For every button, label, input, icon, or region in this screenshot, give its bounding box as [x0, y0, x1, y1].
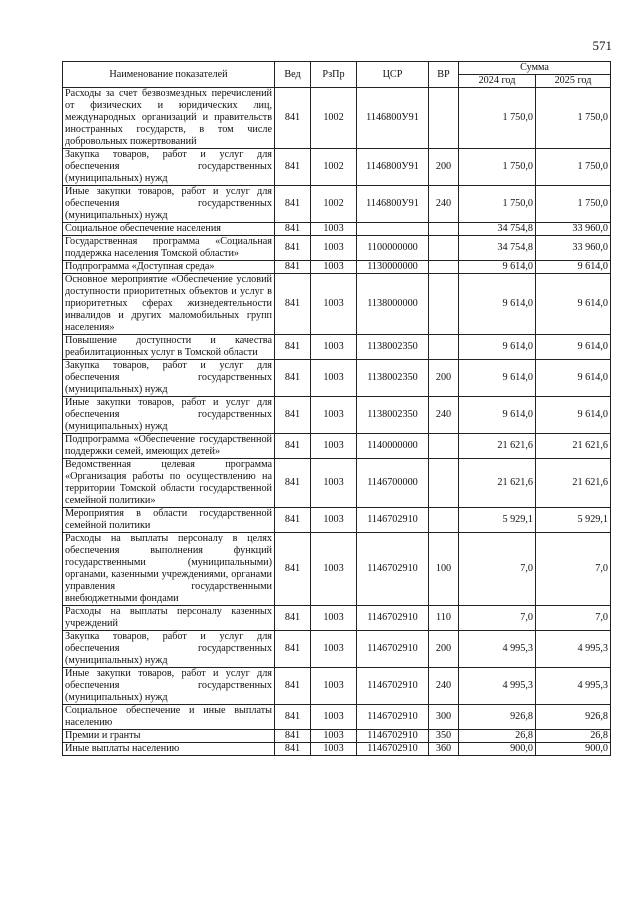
table-row — [63, 606, 611, 631]
cell-vr — [429, 434, 459, 459]
cell-rzpr: 1003 — [311, 223, 357, 236]
cell-vr — [429, 236, 459, 261]
cell-2024: 34 754,8 — [459, 236, 536, 261]
cell-ved: 841 — [275, 533, 311, 606]
cell-csr: 1130000000 — [357, 261, 429, 274]
cell-vr: 240 — [429, 186, 459, 223]
cell-rzpr: 1003 — [311, 397, 357, 434]
header-2024: 2024 год — [459, 75, 536, 88]
cell-2024: 4 995,3 — [459, 668, 536, 705]
cell-2024: 9 614,0 — [459, 274, 536, 335]
table-row — [63, 705, 611, 730]
table-row — [63, 631, 611, 668]
table-row — [63, 274, 611, 335]
table-row — [63, 397, 611, 434]
cell-csr: 1140000000 — [357, 434, 429, 459]
cell-2024: 900,0 — [459, 743, 536, 756]
cell-rzpr: 1003 — [311, 360, 357, 397]
cell-2024: 34 754,8 — [459, 223, 536, 236]
cell-csr: 1138002350 — [357, 360, 429, 397]
cell-vr — [429, 335, 459, 360]
cell-rzpr: 1003 — [311, 743, 357, 756]
cell-rzpr: 1003 — [311, 261, 357, 274]
cell-vr: 200 — [429, 631, 459, 668]
cell-2025: 7,0 — [536, 606, 611, 631]
cell-ved: 841 — [275, 508, 311, 533]
cell-name: Премии и гранты — [63, 730, 275, 743]
cell-csr: 1146702910 — [357, 668, 429, 705]
cell-rzpr: 1003 — [311, 459, 357, 508]
cell-name: Закупка товаров, работ и услуг для обеспечения государственных (муниципальных) нужд — [63, 631, 275, 668]
cell-ved: 841 — [275, 149, 311, 186]
table-row — [63, 335, 611, 360]
cell-ved: 841 — [275, 730, 311, 743]
cell-2024: 9 614,0 — [459, 261, 536, 274]
cell-csr: 1138002350 — [357, 397, 429, 434]
cell-rzpr: 1003 — [311, 631, 357, 668]
cell-csr: 1146702910 — [357, 631, 429, 668]
cell-csr: 1146800У91 — [357, 186, 429, 223]
header-vr: ВР — [429, 62, 459, 88]
cell-rzpr: 1003 — [311, 434, 357, 459]
table-row — [63, 533, 611, 606]
cell-vr — [429, 459, 459, 508]
cell-2024: 1 750,0 — [459, 88, 536, 149]
cell-ved: 841 — [275, 606, 311, 631]
cell-rzpr: 1003 — [311, 705, 357, 730]
cell-2025: 9 614,0 — [536, 335, 611, 360]
cell-2025: 1 750,0 — [536, 88, 611, 149]
table-row — [63, 434, 611, 459]
cell-csr: 1146702910 — [357, 705, 429, 730]
cell-rzpr: 1003 — [311, 236, 357, 261]
cell-csr: 1146702910 — [357, 533, 429, 606]
cell-ved: 841 — [275, 434, 311, 459]
page-number: 571 — [592, 38, 612, 53]
table-row — [63, 223, 611, 236]
cell-ved: 841 — [275, 705, 311, 730]
cell-csr: 1146702910 — [357, 508, 429, 533]
cell-vr: 240 — [429, 397, 459, 434]
cell-vr: 110 — [429, 606, 459, 631]
cell-ved: 841 — [275, 397, 311, 434]
cell-ved: 841 — [275, 261, 311, 274]
table-body — [63, 88, 611, 756]
cell-2025: 4 995,3 — [536, 631, 611, 668]
cell-ved: 841 — [275, 186, 311, 223]
cell-2024: 26,8 — [459, 730, 536, 743]
cell-2024: 4 995,3 — [459, 631, 536, 668]
cell-rzpr: 1002 — [311, 149, 357, 186]
cell-name: Основное мероприятие «Обеспечение условий доступности приоритетных объектов и услуг в приоритетных сферах жизнедеятельности инвалидов и других маломобильных групп населения» — [63, 274, 275, 335]
header-csr: ЦСР — [357, 62, 429, 88]
cell-name: Закупка товаров, работ и услуг для обеспечения государственных (муниципальных) нужд — [63, 360, 275, 397]
cell-rzpr: 1003 — [311, 668, 357, 705]
cell-name: Мероприятия в области государственной семейной политики — [63, 508, 275, 533]
cell-rzpr: 1003 — [311, 606, 357, 631]
cell-2025: 21 621,6 — [536, 434, 611, 459]
cell-2025: 9 614,0 — [536, 261, 611, 274]
cell-csr: 1138000000 — [357, 274, 429, 335]
cell-ved: 841 — [275, 743, 311, 756]
cell-2024: 1 750,0 — [459, 186, 536, 223]
cell-2024: 9 614,0 — [459, 360, 536, 397]
cell-2024: 21 621,6 — [459, 434, 536, 459]
table-row — [63, 261, 611, 274]
table-header — [63, 62, 611, 88]
cell-ved: 841 — [275, 88, 311, 149]
cell-2024: 7,0 — [459, 606, 536, 631]
cell-ved: 841 — [275, 274, 311, 335]
table-row — [63, 149, 611, 186]
cell-name: Иные закупки товаров, работ и услуг для обеспечения государственных (муниципальных) нужд — [63, 186, 275, 223]
cell-name: Иные закупки товаров, работ и услуг для обеспечения государственных (муниципальных) нужд — [63, 668, 275, 705]
cell-name: Иные выплаты населению — [63, 743, 275, 756]
cell-vr: 360 — [429, 743, 459, 756]
cell-name: Социальное обеспечение и иные выплаты населению — [63, 705, 275, 730]
cell-vr: 200 — [429, 149, 459, 186]
cell-vr: 240 — [429, 668, 459, 705]
cell-ved: 841 — [275, 223, 311, 236]
header-name: Наименование показателей — [63, 62, 275, 88]
cell-2024: 21 621,6 — [459, 459, 536, 508]
cell-name: Расходы за счет безвозмездных перечислений от физических и юридических лиц, международных организаций и правительств иностранных государств, в том числе добровольных пожертвований — [63, 88, 275, 149]
cell-vr: 350 — [429, 730, 459, 743]
cell-csr: 1100000000 — [357, 236, 429, 261]
cell-csr: 1146700000 — [357, 459, 429, 508]
cell-name: Социальное обеспечение населения — [63, 223, 275, 236]
cell-vr — [429, 223, 459, 236]
cell-2025: 9 614,0 — [536, 274, 611, 335]
table-row — [63, 236, 611, 261]
cell-2024: 9 614,0 — [459, 397, 536, 434]
cell-name: Повышение доступности и качества реабилитационных услуг в Томской области — [63, 335, 275, 360]
cell-rzpr: 1003 — [311, 508, 357, 533]
cell-2025: 7,0 — [536, 533, 611, 606]
cell-ved: 841 — [275, 459, 311, 508]
cell-vr: 100 — [429, 533, 459, 606]
cell-2025: 1 750,0 — [536, 186, 611, 223]
cell-2025: 21 621,6 — [536, 459, 611, 508]
cell-csr: 1138002350 — [357, 335, 429, 360]
cell-ved: 841 — [275, 668, 311, 705]
cell-csr — [357, 223, 429, 236]
cell-rzpr: 1002 — [311, 88, 357, 149]
cell-2024: 5 929,1 — [459, 508, 536, 533]
cell-ved: 841 — [275, 360, 311, 397]
cell-name: Ведомственная целевая программа «Организация работы по осуществлению на территории Томской области государственной семейной политики» — [63, 459, 275, 508]
cell-2025: 33 960,0 — [536, 223, 611, 236]
cell-name: Расходы на выплаты персоналу в целях обеспечения выполнения функций государственными (муниципальными) органами, казенными учреждениями, органами управления государственными внебюджетными фондами — [63, 533, 275, 606]
header-rzpr: РзПр — [311, 62, 357, 88]
cell-2025: 33 960,0 — [536, 236, 611, 261]
cell-csr: 1146702910 — [357, 730, 429, 743]
cell-2025: 5 929,1 — [536, 508, 611, 533]
cell-name: Подпрограмма «Доступная среда» — [63, 261, 275, 274]
cell-2025: 26,8 — [536, 730, 611, 743]
cell-rzpr: 1003 — [311, 533, 357, 606]
table-row — [63, 186, 611, 223]
cell-vr: 200 — [429, 360, 459, 397]
header-sum: Сумма — [459, 62, 611, 75]
cell-csr: 1146800У91 — [357, 88, 429, 149]
cell-2024: 1 750,0 — [459, 149, 536, 186]
cell-2024: 9 614,0 — [459, 335, 536, 360]
cell-name: Иные закупки товаров, работ и услуг для обеспечения государственных (муниципальных) нужд — [63, 397, 275, 434]
cell-vr — [429, 261, 459, 274]
cell-vr: 300 — [429, 705, 459, 730]
cell-ved: 841 — [275, 631, 311, 668]
cell-csr: 1146800У91 — [357, 149, 429, 186]
cell-ved: 841 — [275, 236, 311, 261]
cell-rzpr: 1003 — [311, 730, 357, 743]
table-row — [63, 743, 611, 756]
header-ved: Вед — [275, 62, 311, 88]
cell-vr — [429, 88, 459, 149]
cell-2025: 1 750,0 — [536, 149, 611, 186]
table-row — [63, 88, 611, 149]
cell-rzpr: 1003 — [311, 274, 357, 335]
cell-name: Государственная программа «Социальная поддержка населения Томской области» — [63, 236, 275, 261]
cell-csr: 1146702910 — [357, 743, 429, 756]
table-row — [63, 360, 611, 397]
table-row — [63, 668, 611, 705]
cell-csr: 1146702910 — [357, 606, 429, 631]
cell-2024: 7,0 — [459, 533, 536, 606]
header-2025: 2025 год — [536, 75, 611, 88]
cell-2025: 926,8 — [536, 705, 611, 730]
cell-vr — [429, 274, 459, 335]
cell-name: Подпрограмма «Обеспечение государственной поддержки семей, имеющих детей» — [63, 434, 275, 459]
table-row — [63, 508, 611, 533]
cell-rzpr: 1002 — [311, 186, 357, 223]
budget-table — [62, 61, 611, 756]
cell-2025: 9 614,0 — [536, 360, 611, 397]
cell-2025: 900,0 — [536, 743, 611, 756]
table-row — [63, 459, 611, 508]
table-row — [63, 730, 611, 743]
cell-name: Расходы на выплаты персоналу казенных учреждений — [63, 606, 275, 631]
cell-ved: 841 — [275, 335, 311, 360]
cell-2025: 9 614,0 — [536, 397, 611, 434]
cell-rzpr: 1003 — [311, 335, 357, 360]
cell-name: Закупка товаров, работ и услуг для обеспечения государственных (муниципальных) нужд — [63, 149, 275, 186]
cell-2025: 4 995,3 — [536, 668, 611, 705]
cell-vr — [429, 508, 459, 533]
cell-2024: 926,8 — [459, 705, 536, 730]
